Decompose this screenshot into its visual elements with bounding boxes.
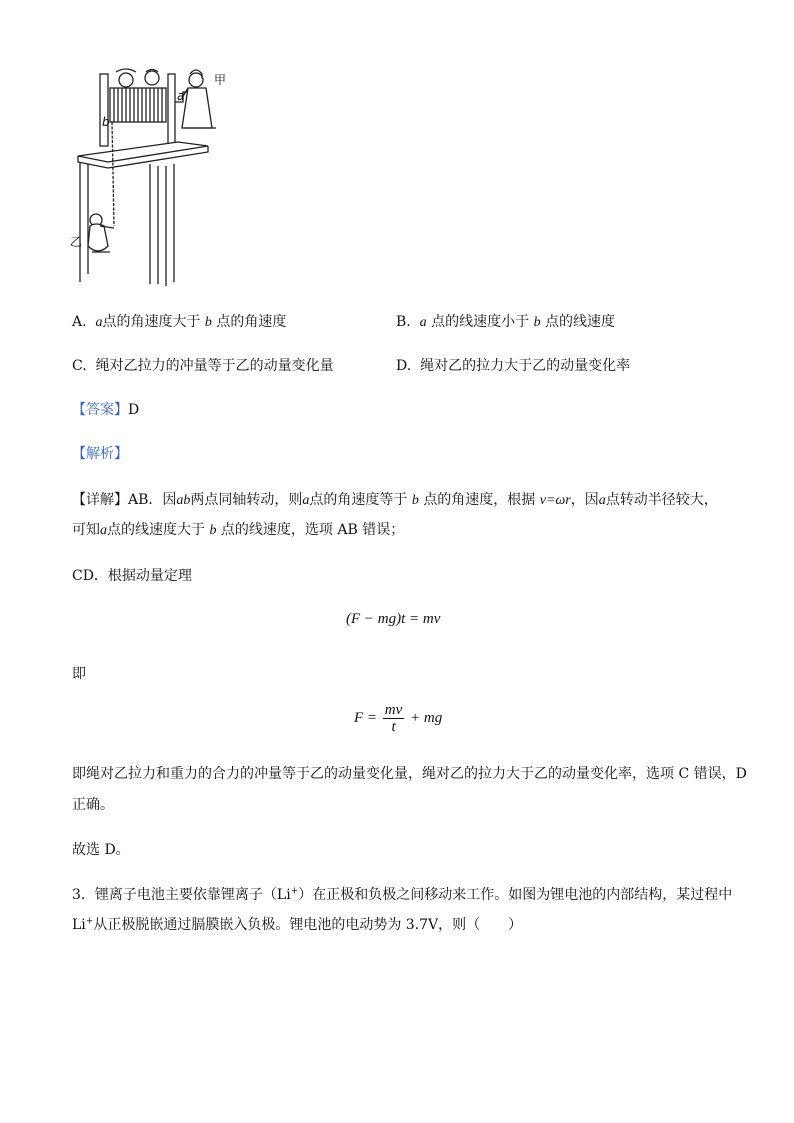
option-d-text: 绳对乙的拉力大于乙的动量变化率 — [420, 358, 631, 374]
equation-force — [354, 702, 442, 735]
detail-text: 两点同轴转动，则 — [190, 492, 303, 508]
option-a-text2: 点的角速度 — [216, 314, 287, 330]
option-a-text1: 点的角速度大于 — [102, 314, 201, 330]
label-a: a — [177, 89, 185, 103]
option-c-prefix: C. — [72, 358, 87, 374]
equation-momentum: (F − mg)t = mv — [346, 611, 441, 627]
eq2-fraction — [383, 702, 405, 735]
answer-line — [72, 399, 139, 419]
option-a-var2: b — [204, 315, 212, 330]
option-d — [396, 355, 630, 375]
analysis-tag: 【解析】 — [72, 446, 128, 462]
label-yi: 乙 — [70, 235, 83, 249]
option-a-var1: a — [95, 315, 103, 330]
option-d-prefix: D. — [396, 358, 412, 374]
detail-var: b — [209, 523, 217, 538]
detail-var: ab — [176, 493, 191, 508]
detail-text: 可知 — [72, 522, 100, 538]
detail-var: a — [100, 523, 107, 538]
detail-line-2 — [72, 519, 404, 539]
detail-text: 点的线速度大于 — [107, 522, 205, 538]
detail-text: ，因 — [570, 492, 599, 508]
label-b: b — [102, 115, 110, 129]
detail-var: b — [411, 493, 419, 508]
option-b-text2: 点的线速度 — [545, 314, 616, 330]
option-b-var1: a — [419, 315, 427, 330]
q3-text: Li — [72, 917, 86, 933]
q3-text: ）在正极和负极之间移动来工作。如图为锂电池的内部结构，某过程中 — [298, 887, 733, 903]
q3-text: 3．锂离子电池主要依靠锂离子（Li — [72, 887, 291, 903]
label-jia: 甲 — [214, 73, 227, 87]
answer-value: D — [128, 402, 140, 418]
option-a — [72, 311, 286, 331]
detail-cd-line: CD．根据动量定理 — [72, 568, 192, 584]
q3-line-1 — [72, 884, 732, 904]
option-a-prefix: A. — [72, 314, 87, 330]
eq2-denominator: t — [391, 719, 396, 735]
detail-line-1 — [72, 489, 718, 509]
detail-conclusion-2: 正确。 — [72, 797, 114, 813]
detail-text: 点转动半径较大， — [605, 492, 718, 508]
detail-text: 点的角速度等于 — [309, 492, 408, 508]
q3-sup: + — [290, 886, 299, 897]
eq2-numerator: mv — [384, 702, 403, 718]
option-b — [396, 311, 615, 331]
detail-ji: 即 — [72, 666, 86, 682]
detail-tag: 【详解】 — [72, 492, 128, 508]
q3-sup: + — [85, 916, 94, 927]
q3-text: 从正极脱嵌通过膈膜嵌入负极。锂电池的电动势为 3.7V，则（ ） — [93, 917, 523, 933]
option-b-text1: 点的线速度小于 — [431, 314, 530, 330]
detail-choose: 故选 D。 — [72, 842, 130, 858]
option-b-var2: b — [533, 315, 541, 330]
option-c-text: 绳对乙拉力的冲量等于乙的动量变化量 — [95, 358, 334, 374]
detail-conclusion-1: 即绳对乙拉力和重力的合力的冲量等于乙的动量变化量，绳对乙的拉力大于乙的动量变化率，选项 C 错误，D — [72, 766, 747, 782]
eq2-rhs: + mg — [410, 710, 443, 726]
option-b-prefix: B. — [396, 314, 411, 330]
windlass-figure — [70, 66, 240, 288]
answer-tag: 【答案】 — [72, 402, 128, 418]
q3-line-2 — [72, 914, 522, 934]
detail-var: a — [302, 493, 310, 508]
detail-var: a — [598, 493, 606, 508]
detail-formula: v=ωr — [539, 493, 571, 508]
eq2-lhs: F = — [354, 710, 378, 726]
detail-text: 点的线速度，选项 AB 错误； — [220, 522, 405, 538]
detail-text: AB．因 — [128, 492, 177, 508]
detail-text: 点的角速度，根据 — [423, 492, 536, 508]
option-c — [72, 355, 334, 375]
